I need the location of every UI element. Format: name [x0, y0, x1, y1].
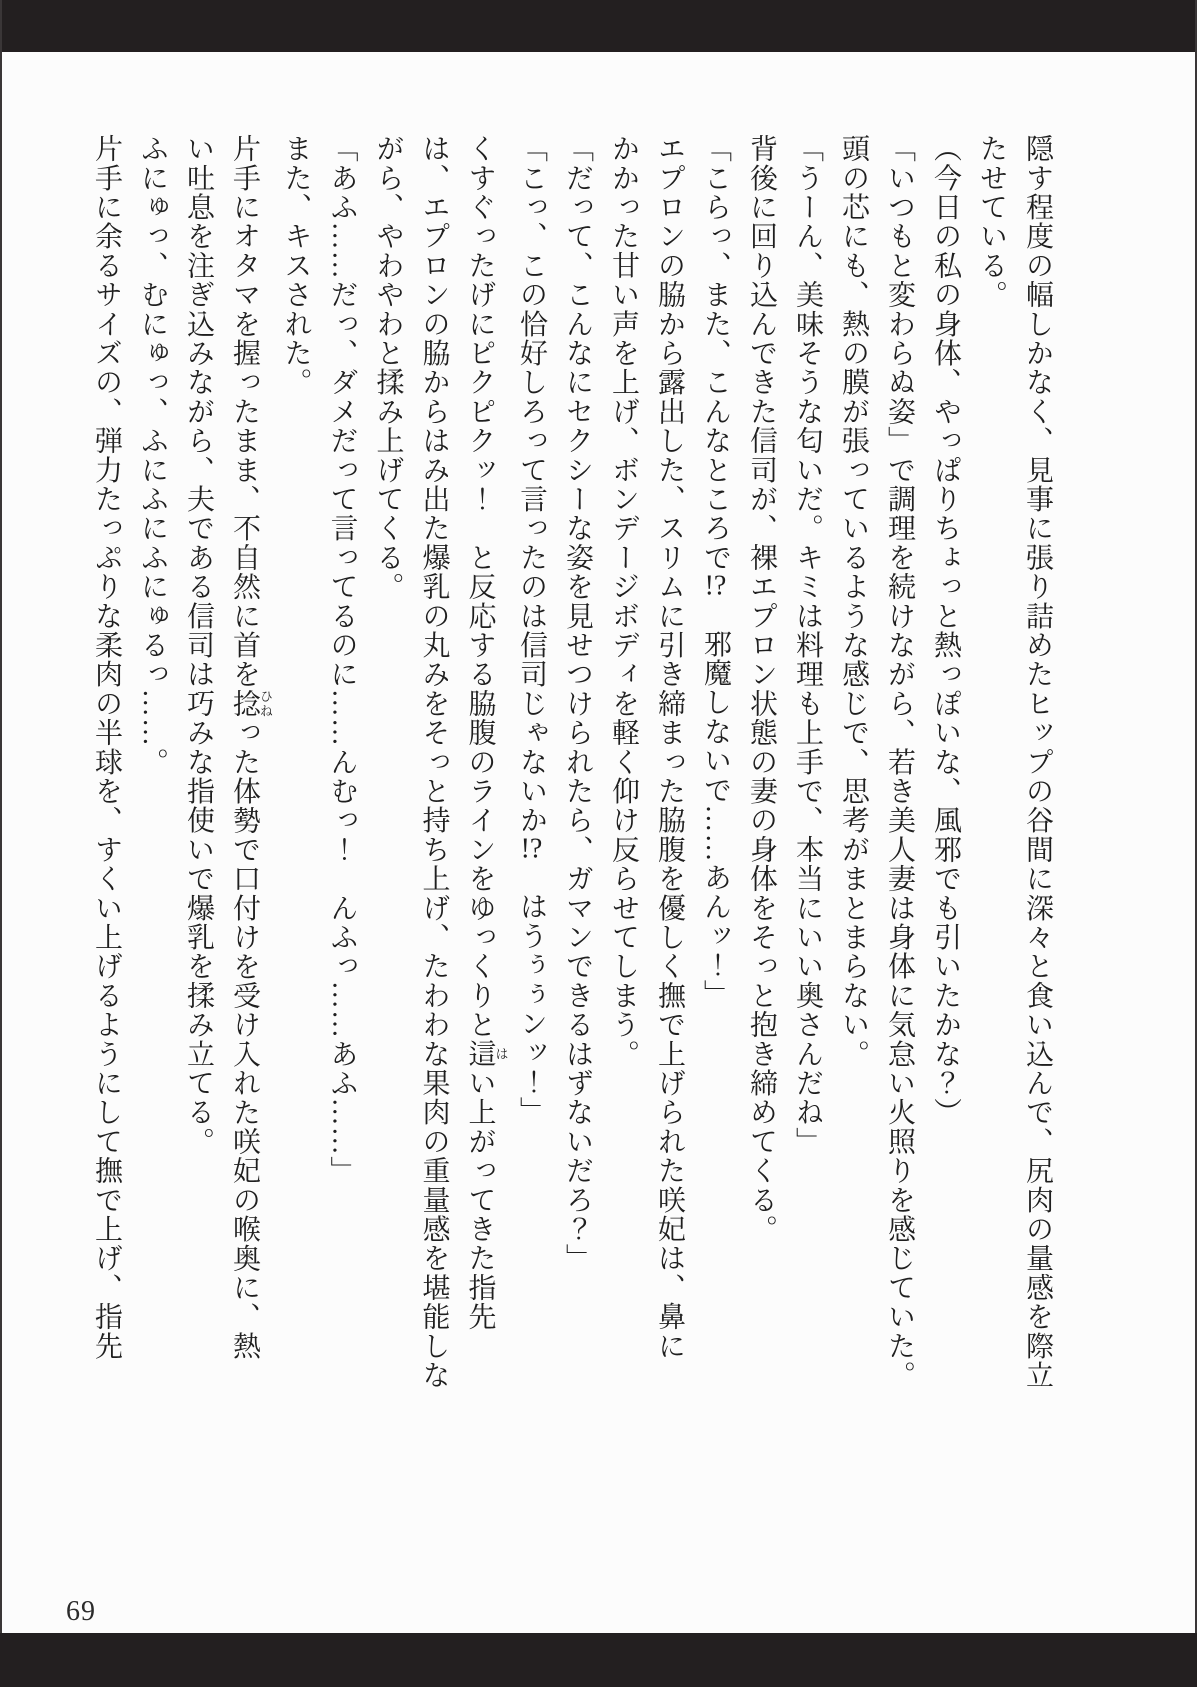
left-page-edge-line	[0, 0, 2, 1687]
text-line: 「だって、こんなにセクシーな姿を見せつけられたら、ガマンできるはずないだろ？」	[562, 134, 593, 1273]
text-line: （今日の私の身体、やっぱりちょっと熱っぽいな、風邪でも引いたかな？）	[930, 134, 961, 1127]
text-line: がら、やわやわと揉み上げてくる。	[372, 134, 404, 602]
text-line: 「あふ……だっ、ダメだって言ってるのに……んむっ！ んふっ……あふ……」	[326, 134, 358, 1186]
text-line: たせている。	[976, 134, 1007, 310]
text-line: 背後に回り込んできた信司が、裸エプロン状態の妻の身体をそっと抱き締めてくる。	[746, 134, 777, 1244]
ruby-annotated-kanji: 這は	[464, 1039, 509, 1069]
text-line: 「こっ、この恰好しろって言ったのは信司じゃないか!? はうぅぅンッ！」	[516, 134, 547, 1126]
text-line: エプロンの脇から露出した、スリムに引き締まった脇腹を優しく撫で上げられた咲妃は、鼻に	[654, 134, 685, 1361]
text-line: 隠す程度の幅しかなく、見事に張り詰めたヒップの谷間に深々と食い込んで、尻肉の量感を際立	[1022, 134, 1053, 1390]
page-number: 69	[66, 1596, 96, 1627]
vertical-text-block	[83, 134, 1060, 1434]
text-line: くすぐったげにピクピクッ！ と反応する脇腹のラインをゆっくりと這はい上がってきた指先	[464, 134, 509, 1332]
text-line: 「うーん、美味そうな匂いだ。キミは料理も上手で、本当にいい奥さんだね」	[792, 134, 823, 1156]
tatechuyoko-exclamation-question: !?	[704, 572, 727, 600]
text-line: は、エプロンの脇からはみ出た爆乳の丸みをそっと持ち上げ、たわわな果肉の重量感を堪能しな	[418, 134, 450, 1390]
text-line: 頭の芯にも、熱の膜が張っているような感じで、思考がまとまらない。	[838, 134, 869, 1069]
ruby-annotated-kanji: 捻ひね	[229, 688, 273, 719]
text-line: い吐息を注ぎ込みながら、夫である信司は巧みな指使いで爆乳を揉み立てる。	[183, 134, 214, 1157]
top-letterbox-bar	[0, 0, 1197, 52]
tatechuyoko-exclamation-question: !?	[520, 834, 543, 863]
text-line: また、キスされた。	[280, 134, 312, 397]
text-line: 「こらっ、また、こんなところで!? 邪魔しないで……あんッ！」	[700, 134, 731, 1009]
text-line: 片手にオタマを握ったまま、不自然に首を捻ひねった体勢で口付けを受け入れた咲妃の喉奥に、熱	[229, 134, 273, 1361]
text-line: 「いつもと変わらぬ姿」で調理を続けながら、若き美人妻は身体に気怠い火照りを感じていた。	[884, 134, 915, 1390]
bottom-letterbox-bar	[0, 1633, 1197, 1687]
text-line: 片手に余るサイズの、弾力たっぷりな柔肉の半球を、すくい上げるようにして撫で上げ、指先	[91, 134, 122, 1361]
text-line: ふにゅっ、むにゅっ、ふにふにふにゅるっ……。	[137, 134, 168, 777]
text-line: かかった甘い声を上げ、ボンデージボディを軽く仰け反らせてしまう。	[608, 134, 639, 1069]
